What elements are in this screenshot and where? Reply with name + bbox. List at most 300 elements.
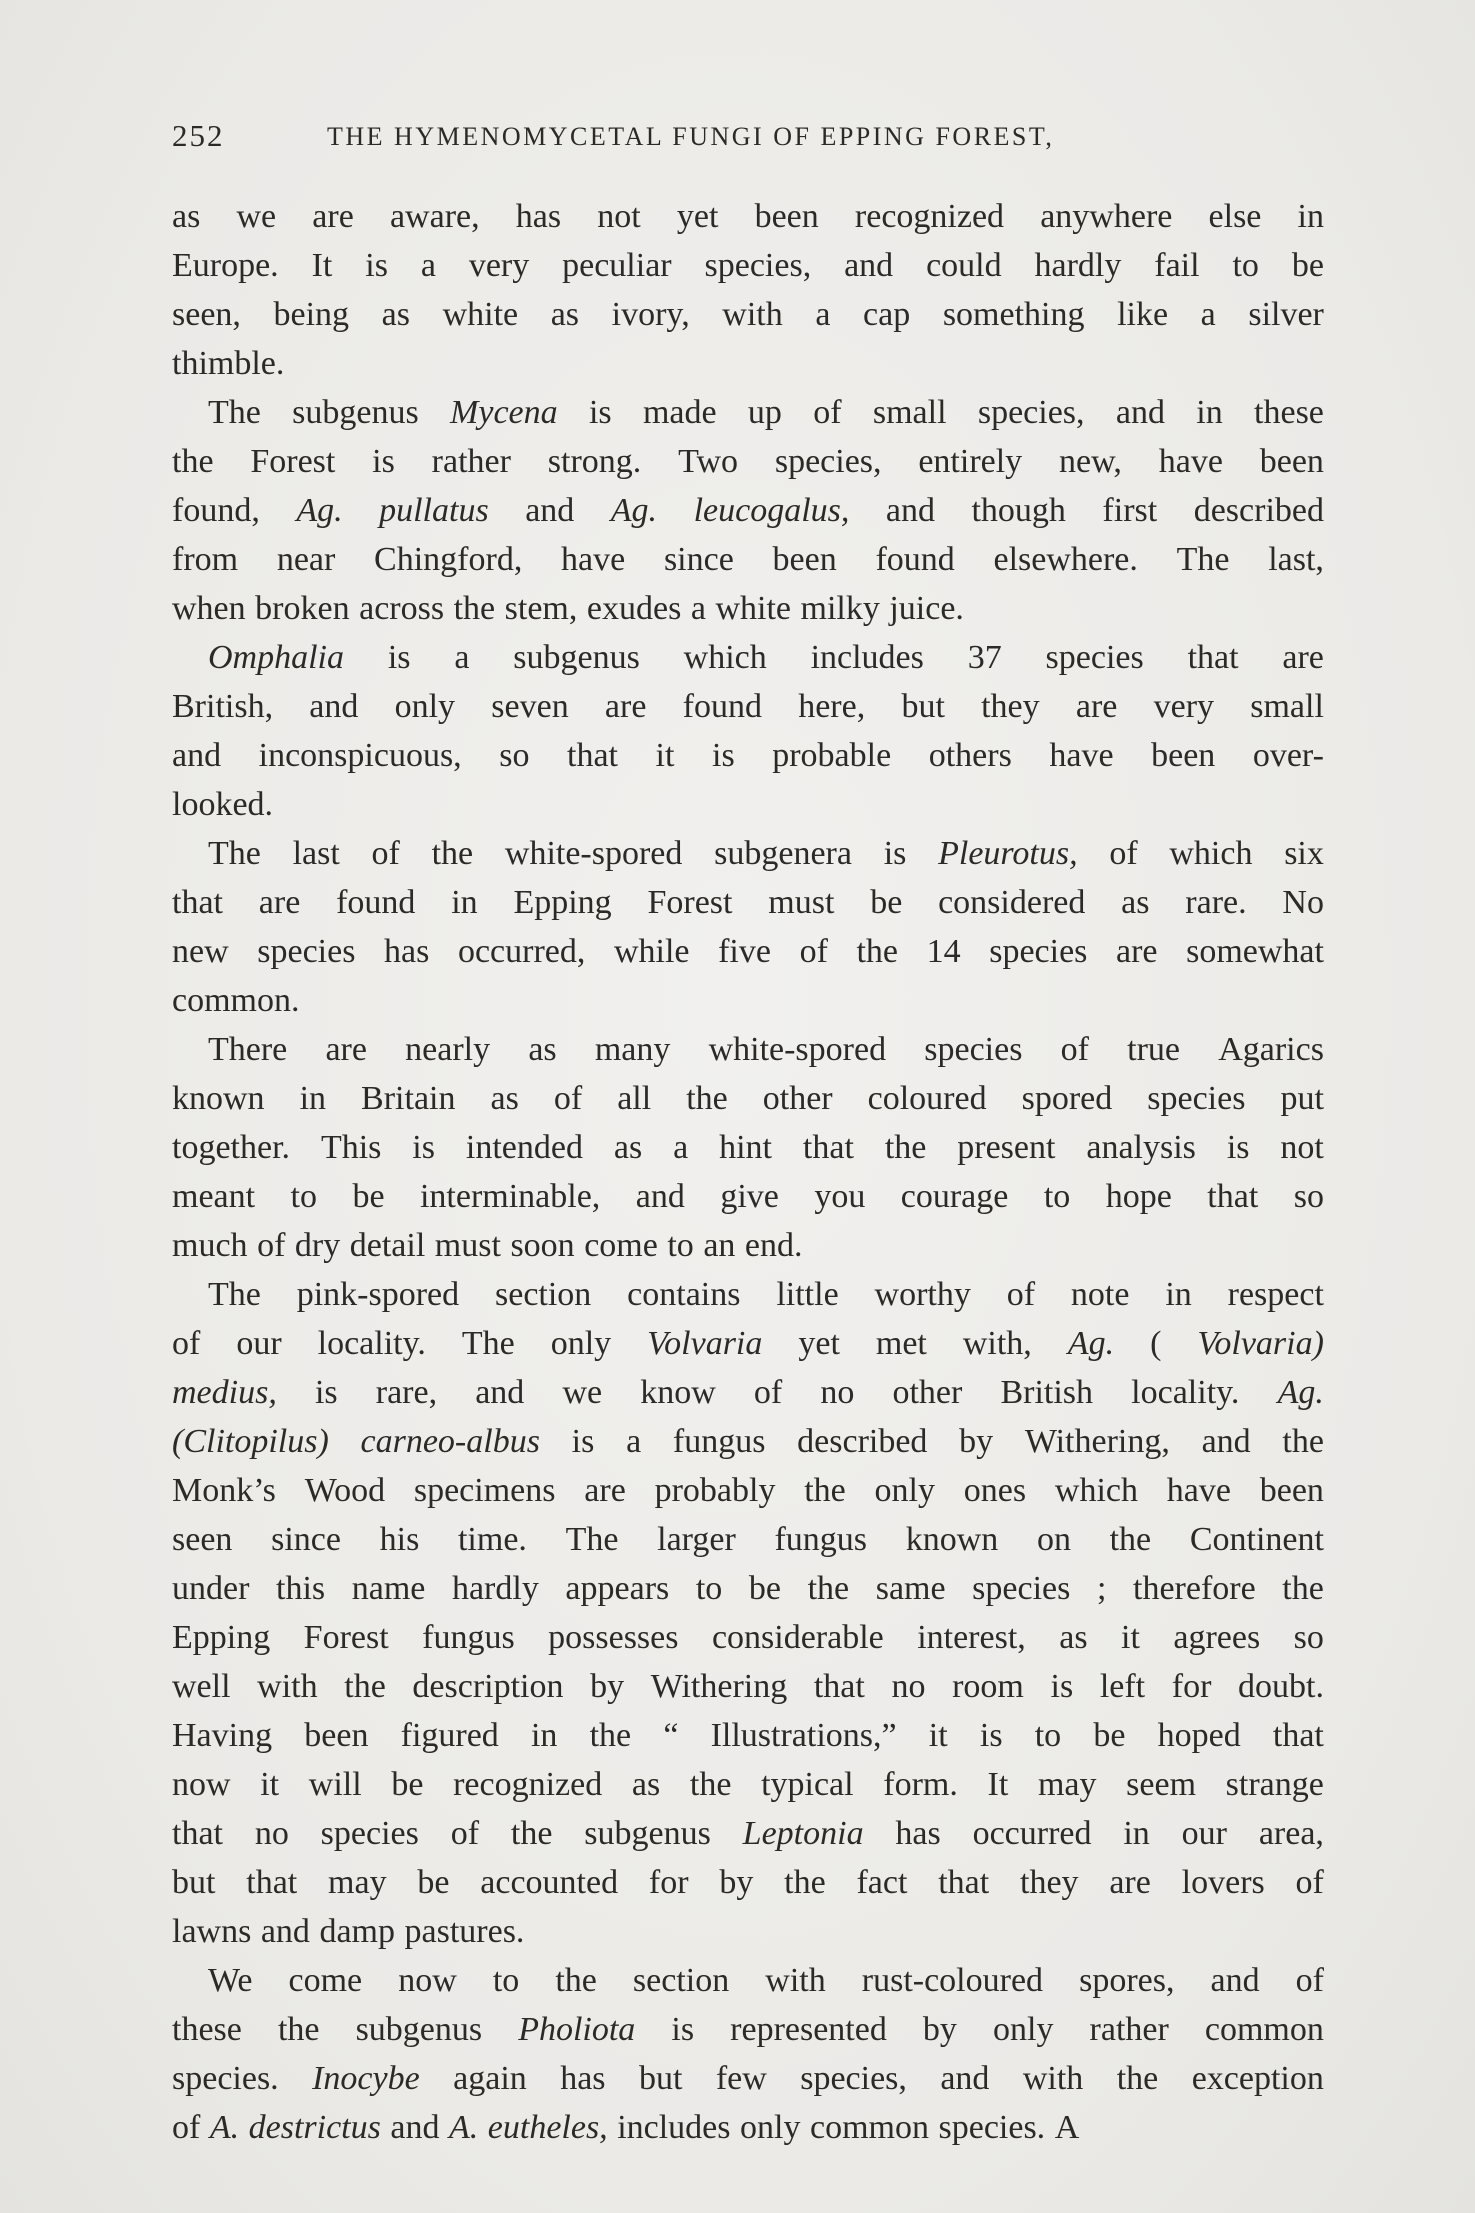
word: and (1210, 1962, 1260, 1999)
word: 37 (967, 639, 1002, 676)
word: come (584, 1227, 658, 1264)
word: in (1165, 1276, 1192, 1313)
word: Leptonia (742, 1815, 864, 1852)
word: fungus (422, 1619, 515, 1656)
word: “ (663, 1717, 679, 1754)
word: his (379, 1521, 420, 1558)
word: as (613, 1129, 643, 1166)
text-line (172, 388, 1324, 437)
text-line (172, 1858, 1324, 1907)
word: seen (172, 1521, 233, 1558)
paragraph (172, 1956, 1324, 2152)
word: Withering (650, 1668, 788, 1705)
word: recognized (453, 1766, 603, 1803)
word: but (901, 688, 945, 725)
word: looked. (172, 786, 274, 823)
word: hardly (451, 1570, 539, 1607)
word: over- (1252, 737, 1324, 774)
word: eutheles, (487, 2109, 608, 2146)
word: It (311, 247, 333, 284)
word: no (891, 1668, 926, 1705)
word: under (172, 1570, 250, 1607)
word: interest, (917, 1619, 1026, 1656)
word: hope (1105, 1178, 1172, 1215)
word: dry (294, 1227, 341, 1264)
word: by (922, 2011, 957, 2048)
word: strange (1225, 1766, 1324, 1803)
word: for (1171, 1668, 1212, 1705)
word: only (550, 1325, 612, 1362)
word: (Clitopilus) (172, 1423, 329, 1460)
word: that (802, 1129, 854, 1166)
word: typical (761, 1766, 854, 1803)
word: of (1109, 835, 1138, 872)
word: so (499, 737, 530, 774)
text-line (172, 1809, 1324, 1858)
word: white-spored (708, 1031, 887, 1068)
word: with (257, 1668, 318, 1705)
word: The (208, 1276, 261, 1313)
text-line (172, 829, 1324, 878)
word: be (1093, 1717, 1126, 1754)
word: in (1123, 1815, 1150, 1852)
text-line (172, 1515, 1324, 1564)
word: species (972, 1570, 1071, 1607)
word: with (722, 296, 783, 333)
word: in (530, 1717, 558, 1754)
word: meant (172, 1178, 256, 1215)
word: Withering, (1024, 1423, 1170, 1460)
word: has (895, 1815, 941, 1852)
word: five (718, 933, 771, 970)
text-line (172, 1025, 1324, 1074)
word: rust-coloured (861, 1962, 1044, 1999)
word: area, (1258, 1815, 1324, 1852)
word: is (1226, 1129, 1250, 1166)
word: Agarics (1218, 1031, 1324, 1068)
word: Continent (1189, 1521, 1324, 1558)
word: A. (448, 2109, 479, 2146)
word: they (981, 688, 1040, 725)
word: Pholiota (518, 2011, 636, 2048)
word: and (635, 1178, 685, 1215)
word: to (290, 1178, 317, 1215)
word: is (883, 835, 907, 872)
word: analysis (1086, 1129, 1196, 1166)
word: that (246, 1864, 298, 1901)
word: of (1006, 1276, 1036, 1313)
word: as (172, 198, 201, 235)
word: appears (565, 1570, 670, 1607)
word: occurred, (457, 933, 586, 970)
word: and (885, 492, 935, 529)
word: small (1250, 688, 1324, 725)
word: of (799, 933, 828, 970)
word: may (328, 1864, 387, 1901)
word: silver (1248, 296, 1324, 333)
word: but (638, 2060, 683, 2097)
word: yet (798, 1325, 840, 1362)
word: subgenus (584, 1815, 711, 1852)
word: and (525, 492, 575, 529)
word: Europe. (172, 247, 279, 284)
word: The (1176, 541, 1230, 578)
word: have (1049, 737, 1114, 774)
word: the (686, 1080, 728, 1117)
word: is (671, 2011, 695, 2048)
text-line (172, 1221, 1324, 1270)
word: aware, (389, 198, 480, 235)
running-head (172, 118, 1322, 158)
word: section (495, 1276, 592, 1313)
word: accounted (480, 1864, 619, 1901)
text-line (172, 976, 1324, 1025)
word: yet (676, 198, 719, 235)
word: of (257, 1227, 286, 1264)
word: courage (900, 1178, 1009, 1215)
word: the (555, 1962, 597, 1999)
word: and (475, 1374, 525, 1411)
word: This (320, 1129, 382, 1166)
word: have (1158, 443, 1223, 480)
word: and (390, 2109, 440, 2146)
word: is (412, 1129, 435, 1166)
word: since (271, 1521, 341, 1558)
word: known (905, 1521, 999, 1558)
text-line (172, 2054, 1324, 2103)
word: species. (172, 2060, 279, 2097)
word: the (856, 933, 899, 970)
word: species (924, 1031, 1023, 1068)
text-line (172, 535, 1324, 584)
word: in (1297, 198, 1324, 235)
word: the (804, 1472, 846, 1509)
word: Monk’s (172, 1472, 276, 1509)
word: same (875, 1570, 946, 1607)
text-line (172, 192, 1324, 241)
word: so (1293, 1619, 1324, 1656)
word: with, (962, 1325, 1032, 1362)
word: contains (627, 1276, 741, 1313)
word: have (1166, 1472, 1231, 1509)
word: the (689, 1766, 732, 1803)
word: last (292, 835, 340, 872)
word: that (813, 1668, 865, 1705)
text-line (172, 1417, 1324, 1466)
word: time. (457, 1521, 527, 1558)
word: new, (1059, 443, 1122, 480)
word: a (454, 639, 470, 676)
word: few (715, 2060, 767, 2097)
word: to (492, 1962, 520, 1999)
word: a (1200, 296, 1216, 333)
word: so (1293, 1178, 1324, 1215)
word: spores, (1079, 1962, 1175, 1999)
word: species (1045, 639, 1144, 676)
word: other (762, 1080, 833, 1117)
word: medius, (172, 1374, 277, 1411)
text-line (172, 1662, 1324, 1711)
word: probable (772, 737, 892, 774)
word: in (299, 1080, 327, 1117)
word: small (872, 394, 947, 431)
word: the (277, 2011, 320, 2048)
word: fungus (672, 1423, 766, 1460)
word: the (1116, 2060, 1159, 2097)
word: that (172, 1815, 223, 1852)
word: locality. (317, 1325, 426, 1362)
word: species (989, 933, 1088, 970)
word: the (510, 1815, 553, 1852)
word: are (312, 198, 354, 235)
word: be (352, 1178, 385, 1215)
word: of (172, 1325, 201, 1362)
word: The (565, 1521, 619, 1558)
word: carneo-albus (360, 1423, 540, 1460)
word: new (172, 933, 229, 970)
text-line (172, 290, 1324, 339)
word: spored (1021, 1080, 1113, 1117)
word: all (617, 1080, 652, 1117)
word: worthy (874, 1276, 971, 1313)
word: common. (172, 982, 300, 1019)
word: Ag. (296, 492, 343, 529)
word: of (1295, 1864, 1324, 1901)
word: Epping (513, 884, 612, 921)
word: name (351, 1570, 426, 1607)
word: give (720, 1178, 779, 1215)
text-line (172, 1466, 1324, 1515)
word: may (1037, 1766, 1097, 1803)
word: thimble. (172, 345, 285, 382)
word: It (987, 1766, 1009, 1803)
word: exudes (586, 590, 682, 627)
word: species (320, 1815, 419, 1852)
word: very (1153, 688, 1215, 725)
word: an (703, 1227, 736, 1264)
word: respect (1227, 1276, 1324, 1313)
word: entirely (918, 443, 1023, 480)
word: are (1116, 933, 1158, 970)
word: must (434, 1227, 501, 1264)
paragraph (172, 1270, 1324, 1956)
word: is (979, 1717, 1003, 1754)
word: know (640, 1374, 716, 1411)
word: Ag. (610, 492, 658, 529)
word: could (926, 247, 1002, 284)
word: only (740, 2109, 801, 2146)
word: Omphalia (208, 639, 344, 676)
word: rather (1089, 2011, 1169, 2048)
word: no (254, 1815, 289, 1852)
word: found (336, 884, 416, 921)
word: left (1099, 1668, 1146, 1705)
word: stem, (504, 590, 578, 627)
word: only (874, 1472, 935, 1509)
text-line (172, 1956, 1324, 2005)
word: hint (719, 1129, 773, 1166)
word: we (562, 1374, 603, 1411)
word: our (236, 1325, 282, 1362)
word: described (797, 1423, 928, 1460)
word: recognized (854, 198, 1005, 235)
word: that (1187, 639, 1239, 676)
word: is (1050, 1668, 1074, 1705)
text-line (172, 1760, 1324, 1809)
word: therefore (1133, 1570, 1256, 1607)
word: the (344, 1668, 386, 1705)
word: near (276, 541, 336, 578)
word: Ag. (1067, 1325, 1115, 1362)
text-line (172, 1172, 1324, 1221)
word: to (667, 1227, 694, 1264)
word: now (172, 1766, 231, 1803)
word: only (993, 2011, 1054, 2048)
word: white (442, 296, 519, 333)
word: like (1117, 296, 1169, 333)
word: it (260, 1766, 280, 1803)
word: the (807, 1570, 850, 1607)
word: this (276, 1570, 326, 1607)
word: are (604, 688, 647, 725)
word: broken (255, 590, 350, 627)
word: of (172, 2109, 201, 2146)
word: by (959, 1423, 994, 1460)
body-text (172, 192, 1324, 2152)
paragraph (172, 192, 1324, 388)
word: hoped (1157, 1717, 1241, 1754)
word: and (309, 688, 359, 725)
word: be (870, 884, 903, 921)
word: which (1169, 835, 1253, 872)
word: soon (510, 1227, 575, 1264)
word: something (942, 296, 1085, 333)
word: We (208, 1962, 253, 1999)
word: species, (800, 2060, 907, 2097)
text-line (172, 927, 1324, 976)
word: on (1036, 1521, 1071, 1558)
word: and (844, 247, 894, 284)
text-line (172, 1074, 1324, 1123)
word: are (1109, 1864, 1151, 1901)
word: pastures. (404, 1913, 525, 1950)
word: being (273, 296, 350, 333)
word: you (814, 1178, 866, 1215)
word: the (1109, 1521, 1152, 1558)
word: to (1034, 1717, 1062, 1754)
word: is (712, 737, 735, 774)
word: figured (400, 1717, 499, 1754)
word: across (359, 590, 445, 627)
word: been (304, 1717, 369, 1754)
word: a (815, 296, 831, 333)
text-line (172, 1613, 1324, 1662)
word: it (1121, 1619, 1140, 1656)
word: intended (465, 1129, 583, 1166)
word: been (772, 541, 837, 578)
word: doubt. (1238, 1668, 1324, 1705)
word: anywhere (1040, 198, 1173, 235)
text-line (172, 241, 1324, 290)
word: is (387, 639, 411, 676)
word: from (172, 541, 239, 578)
word: includes (617, 2109, 731, 2146)
word: interminable, (419, 1178, 601, 1215)
word: inconspicuous, (258, 737, 462, 774)
word: A. (209, 2109, 240, 2146)
word: represented (730, 2011, 887, 2048)
word: the (431, 835, 474, 872)
word: ; (1096, 1570, 1107, 1607)
word: found, (172, 492, 260, 529)
text-line (172, 1319, 1324, 1368)
word: lawns (172, 1913, 252, 1950)
word: seen, (172, 296, 241, 333)
word: fail (1154, 247, 1200, 284)
word: No (1282, 884, 1324, 921)
word: fungus (774, 1521, 868, 1558)
word: strong. (547, 443, 642, 480)
word: with (1022, 2060, 1084, 2097)
word: fact (856, 1864, 908, 1901)
paragraph (172, 388, 1324, 633)
word: white (715, 590, 791, 627)
word: with (765, 1962, 826, 1999)
word: found (682, 688, 762, 725)
text-line (172, 1123, 1324, 1172)
word: of (813, 394, 842, 431)
word: are (584, 1472, 626, 1509)
word: pullatus (379, 492, 489, 529)
text-line (172, 339, 1324, 388)
word: again (453, 2060, 527, 2097)
word: seven (491, 688, 569, 725)
word: species. (938, 2109, 1046, 2146)
word: these (1254, 394, 1324, 431)
word: end. (744, 1227, 803, 1264)
word: section (632, 1962, 730, 1999)
word: milky (800, 590, 880, 627)
word: in (1196, 394, 1223, 431)
word: pink-spored (296, 1276, 460, 1313)
word: be (391, 1766, 424, 1803)
word: as (381, 296, 410, 333)
word: subgenera (714, 835, 852, 872)
word: of (450, 1815, 480, 1852)
word: exception (1191, 2060, 1324, 2097)
word: since (663, 541, 734, 578)
text-line (172, 1270, 1324, 1319)
word: are (258, 884, 301, 921)
word: much (172, 1227, 248, 1264)
word: be (1291, 247, 1324, 284)
word: probably (654, 1472, 776, 1509)
word: is (365, 247, 388, 284)
word: been (1259, 443, 1324, 480)
running-title: THE HYMENOMYCETAL FUNGI OF EPPING FOREST, (327, 122, 1055, 151)
word: The (208, 835, 261, 872)
word: somewhat (1186, 933, 1324, 970)
word: The (461, 1325, 515, 1362)
word: and (260, 1913, 310, 1950)
word: A (1054, 2109, 1080, 2146)
word: that (1207, 1178, 1259, 1215)
word: coloured (867, 1080, 987, 1117)
word: been (754, 198, 819, 235)
word: present (957, 1129, 1056, 1166)
word: and (1201, 1423, 1251, 1460)
word: larger (657, 1521, 736, 1558)
